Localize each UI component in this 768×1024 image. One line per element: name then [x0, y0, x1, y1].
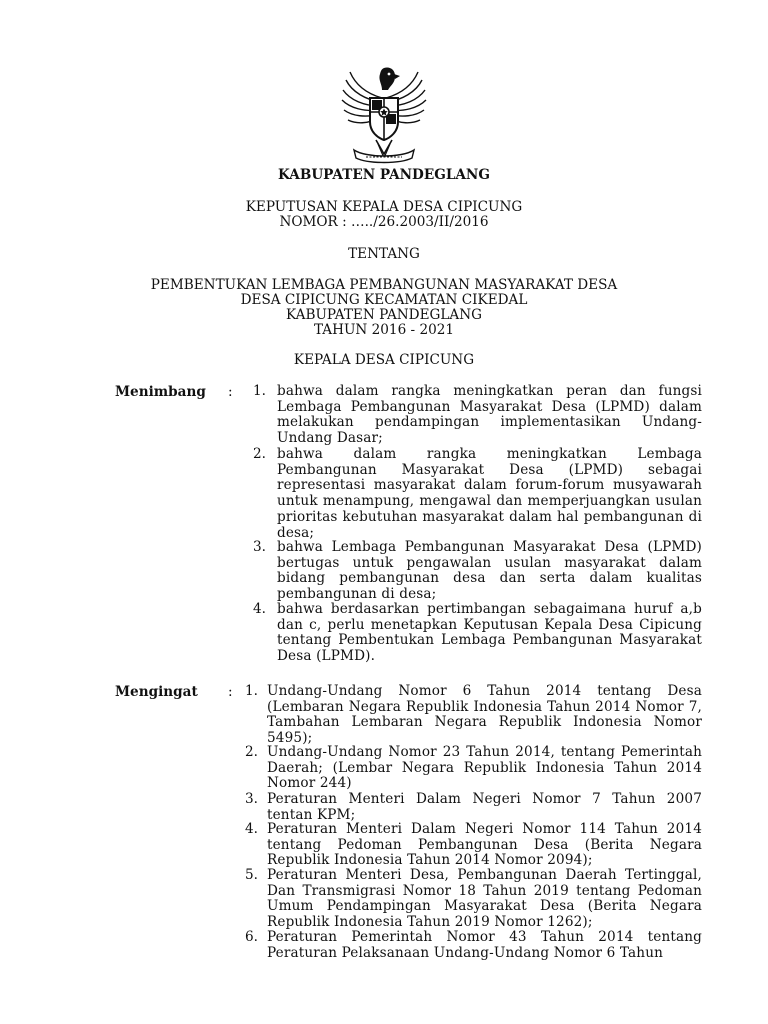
item-text: bahwa dalam rangka meningkatkan peran dan fungsi Lembaga Pembangunan Masyarakat Desa (LPMD) dalam melakukan pendampingan implementasikan Undang-Undang Dasar;: [277, 383, 702, 447]
decree-number: NOMOR : …../26.2003/II/2016: [279, 214, 489, 230]
subject-line: PEMBENTUKAN LEMBAGA PEMBANGUNAN MASYARAKAT DESA: [150, 277, 618, 293]
item-number: 3.: [253, 539, 266, 555]
subject-line: TAHUN 2016 - 2021: [313, 322, 455, 338]
item-number: 6.: [245, 929, 258, 945]
item-text: Undang-Undang Nomor 23 Tahun 2014, tentang Pemerintah Daerah; (Lembar Negara Republik Indonesia Tahun 2014 Nomor 244): [267, 744, 702, 792]
item-text: Peraturan Menteri Dalam Negeri Nomor 7 Tahun 2007 tentan KPM;: [267, 791, 702, 823]
item-number: 1.: [245, 683, 258, 699]
item-number: 4.: [245, 821, 258, 837]
mengingat-colon: :: [228, 684, 233, 700]
menimbang-label: Menimbang: [115, 384, 206, 400]
item-text: Peraturan Menteri Dalam Negeri Nomor 114 Tahun 2014 tentang Pedoman Pembangunan Desa (Berita Negara Republik Indonesia Tahun 2014 Nomor 2094);: [267, 821, 702, 869]
about-heading: TENTANG: [348, 246, 420, 262]
item-text: bahwa berdasarkan pertimbangan sebagaimana huruf a,b dan c, perlu menetapkan Keputusan Kepala Desa Cipicung tentang Pembentukan Lembaga Pembangunan Masyarakat Desa (LPMD).: [277, 601, 702, 665]
item-text: bahwa dalam rangka meningkatkan Lembaga Pembangunan Masyarakat Desa (LPMD) sebagai representasi masyarakat dalam forum-forum musyawarah untuk menampung, mengawal dan memperjuangkan usulan prioritas kebutuhan masyarakat dalam hal pembangunan di desa;: [277, 446, 702, 541]
regency-title: KABUPATEN PANDEGLANG: [278, 167, 490, 183]
item-text: Peraturan Menteri Desa, Pembangunan Daerah Tertinggal, Dan Transmigrasi Nomor 18 Tahun 2019 tentang Pedoman Umum Pendampingan Masyarakat Desa (Berita Negara Republik Indonesia Tahun 2019 Nomor 1262);: [267, 867, 702, 931]
item-number: 4.: [253, 601, 266, 617]
item-number: 2.: [253, 446, 266, 462]
item-text: Undang-Undang Nomor 6 Tahun 2014 tentang Desa (Lembaran Negara Republik Indonesia Tahun 2014 Nomor 7, Tambahan Lembaran Negara Republik Indonesia Nomor 5495);: [267, 683, 702, 747]
garuda-emblem-icon: [338, 58, 430, 166]
menimbang-colon: :: [228, 384, 233, 400]
subject-line: DESA CIPICUNG KECAMATAN CIKEDAL: [240, 292, 528, 308]
mengingat-label: Mengingat: [115, 684, 198, 700]
item-number: 1.: [253, 383, 266, 399]
item-number: 3.: [245, 791, 258, 807]
subject-line: KABUPATEN PANDEGLANG: [286, 307, 482, 323]
issuer-heading: KEPALA DESA CIPICUNG: [293, 352, 475, 368]
decree-title: KEPUTUSAN KEPALA DESA CIPICUNG: [245, 199, 523, 215]
item-text: Peraturan Pemerintah Nomor 43 Tahun 2014 tentang Peraturan Pelaksanaan Undang-Undang Nomor 6 Tahun: [267, 929, 702, 961]
item-number: 5.: [245, 867, 258, 883]
item-number: 2.: [245, 744, 258, 760]
item-text: bahwa Lembaga Pembangunan Masyarakat Desa (LPMD) bertugas untuk pengawalan usulan masyarakat dalam bidang pembangunan desa dan serta dalam kualitas pembangunan di desa;: [277, 539, 702, 603]
